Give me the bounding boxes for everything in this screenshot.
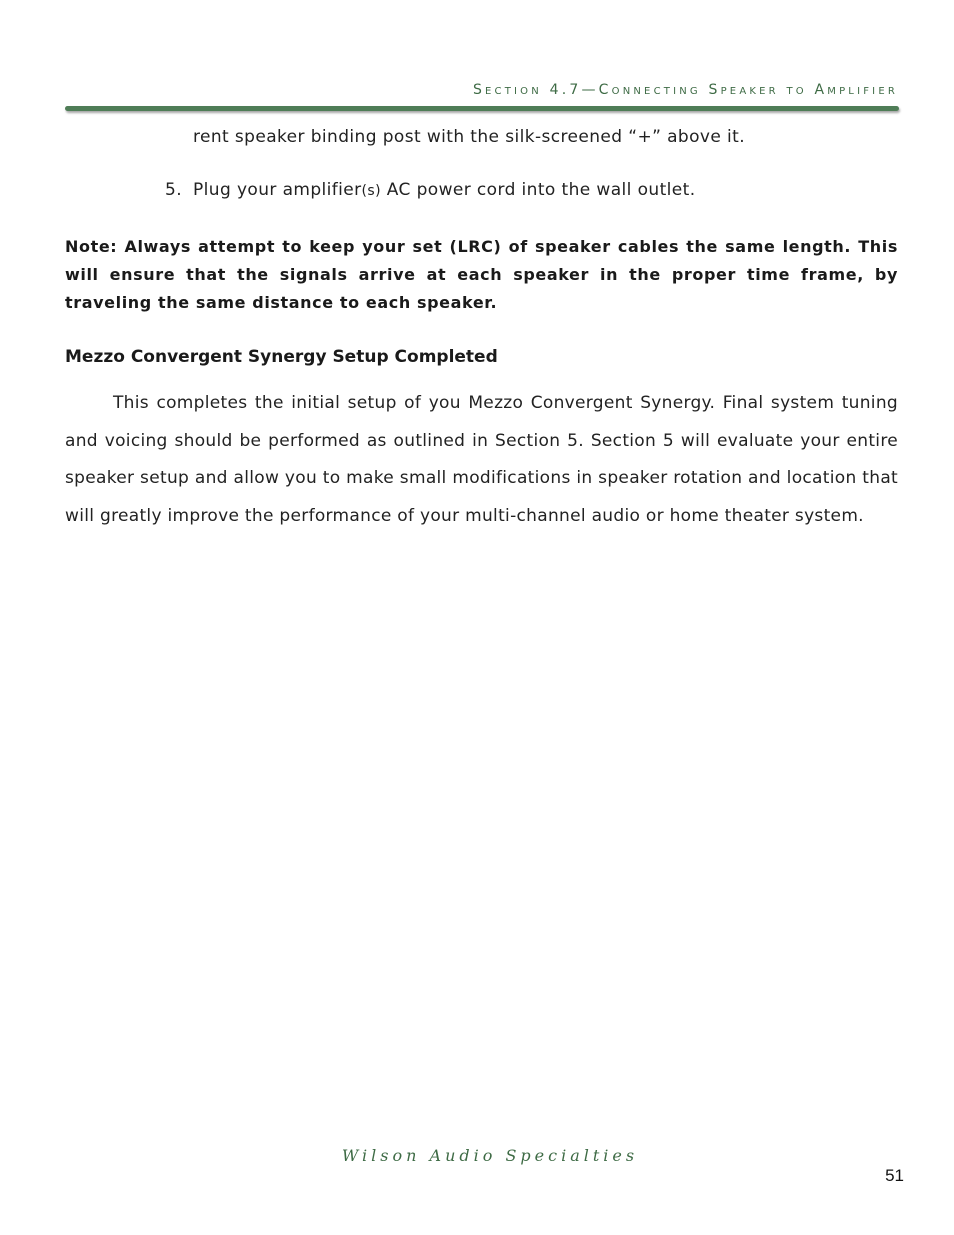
list-item-text-small: (s)	[361, 183, 381, 199]
list-item-text-end: AC power cord into the wall outlet.	[380, 180, 696, 200]
header-divider	[65, 106, 899, 111]
footer-company-name: Wilson Audio Specialties	[341, 1146, 639, 1165]
continued-text: rent speaker binding post with the silk-screened “+” above it.	[193, 127, 746, 147]
section-header: Section 4.7—Connecting Speaker to Amplifier	[472, 82, 898, 98]
list-item-text-start: Plug your amplifier	[193, 180, 362, 200]
note-paragraph: Note: Always attempt to keep your set (LRC) of speaker cables the same length. This will ensure that the signals arrive at each speaker in the proper time frame, by traveling the same distance to each speaker.	[65, 237, 898, 312]
page-number: 51	[885, 1166, 904, 1185]
list-item-number: 5.	[165, 180, 183, 200]
subheading: Mezzo Convergent Synergy Setup Completed	[65, 347, 498, 367]
list-item-5	[165, 180, 696, 200]
body-paragraph: This completes the initial setup of you Mezzo Convergent Synergy. Final system tuning and voicing should be performed as outlined in Section 5. Section 5 will evaluate your entire speaker setup and allow you to make small modifications in speaker rotation and location that will greatly improve the performance of your multi-channel audio or home theater system.	[65, 393, 898, 526]
